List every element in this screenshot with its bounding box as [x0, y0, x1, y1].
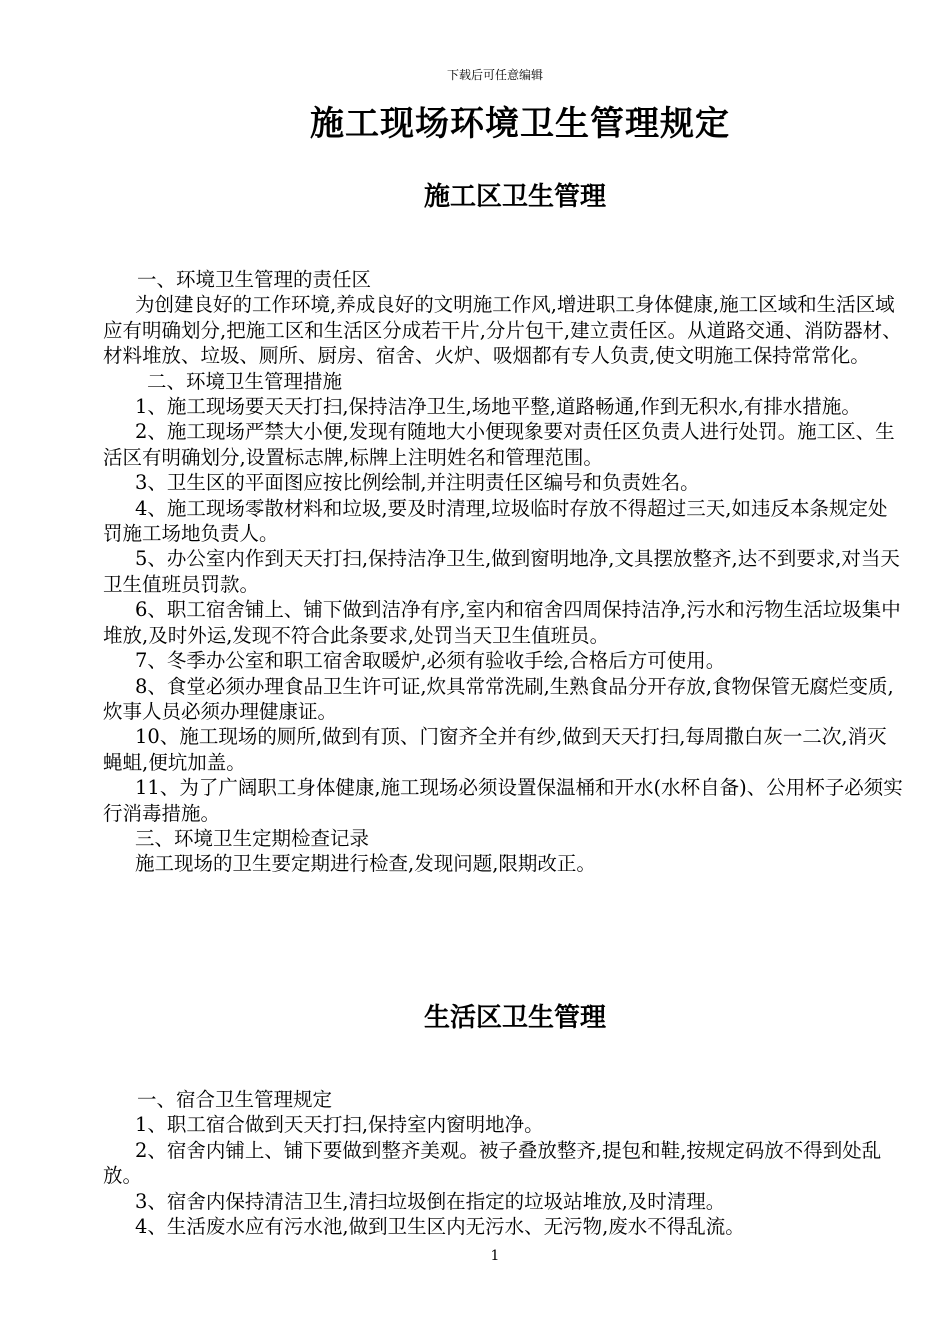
paragraph-responsibility: 为创建良好的工作环境,养成良好的文明施工作风,增进职工身体健康,施工区域和生活区域应有明确划分,把施工区和生活区分成若干片,分片包干,建立责任区。从道路交通、消防器材、材料堆放、垃圾、厕所、厨房、宿舍、火炉、吸烟都有专人负责,使文明施工保持常常化。	[103, 293, 902, 368]
dormitory-item: 4、生活废水应有污水池,做到卫生区内无污水、无污物,废水不得乱流。	[135, 1215, 745, 1239]
measure-item: 8、食堂必须办理食品卫生许可证,炊具常常洗刷,生熟食品分开存放,食物保管无腐烂变质,炊事人员必须办理健康证。	[103, 674, 894, 723]
heading-dormitory: 一、宿合卫生管理规定	[137, 1088, 333, 1111]
measure-item: 2、施工现场严禁大小便,发现有随地大小便现象要对责任区负责人进行处罚。施工区、生活区有明确划分,设置标志牌,标牌上注明姓名和管理范围。	[103, 420, 895, 469]
measure-item: 1、施工现场要天天打扫,保持洁净卫生,场地平整,道路畅通,作到无积水,有排水措施。	[135, 395, 861, 419]
measure-item: 5、办公室内作到天天打扫,保持洁净卫生,做到窗明地净,文具摆放整齐,达不到要求,对当天卫生值班员罚款。	[103, 547, 900, 596]
measure-item: 6、职工宿舍铺上、铺下做到洁净有序,室内和宿舍四周保持洁净,污水和污物生活垃圾集中堆放,及时外运,发现不符合此条要求,处罚当天卫生值班员。	[103, 598, 901, 647]
measure-item: 4、施工现场零散材料和垃圾,要及时清理,垃圾临时存放不得超过三天,如违反本条规定处罚施工场地负责人。	[103, 496, 888, 546]
dormitory-item: 3、宿舍内保持清洁卫生,清扫垃圾倒在指定的垃圾站堆放,及时清理。	[135, 1189, 726, 1213]
header-note: 下载后可任意编辑	[446, 68, 543, 82]
document-title: 施工现场环境卫生管理规定	[310, 104, 730, 144]
section-body-living	[103, 1087, 903, 1239]
measure-item: 7、冬季办公室和职工宿舍取暖炉,必须有验收手绘,合格后方可使用。	[135, 649, 726, 673]
heading-inspection: 三、环境卫生定期检查记录	[135, 826, 370, 850]
section-body-construction	[103, 267, 903, 877]
heading-responsibility: 一、环境卫生管理的责任区	[137, 268, 372, 291]
dormitory-item: 2、宿舍内铺上、铺下要做到整齐美观。被子叠放整齐,提包和鞋,按规定码放不得到处乱放。	[103, 1138, 882, 1188]
heading-measures: 二、环境卫生管理措施	[147, 369, 343, 393]
measure-item: 10、施工现场的厕所,做到有顶、门窗齐全并有纱,做到天天打扫,每周撒白灰一二次,消灭蝇蛆,便坑加盖。	[103, 725, 887, 774]
measure-item: 3、卫生区的平面图应按比例绘制,并注明责任区编号和负责姓名。	[135, 471, 700, 495]
section-title-construction: 施工区卫生管理	[423, 182, 606, 212]
page-number: 1	[490, 1248, 500, 1264]
paragraph-inspection: 施工现场的卫生要定期进行检查,发现问题,限期改正。	[135, 852, 596, 876]
section-title-living: 生活区卫生管理	[423, 1003, 606, 1033]
measure-item: 11、为了广阔职工身体健康,施工现场必须设置保温桶和开水(水杯自备)、公用杯子必须实行消毒措施。	[103, 776, 903, 825]
dormitory-item: 1、职工宿合做到天天打扫,保持室内窗明地净。	[135, 1113, 544, 1137]
